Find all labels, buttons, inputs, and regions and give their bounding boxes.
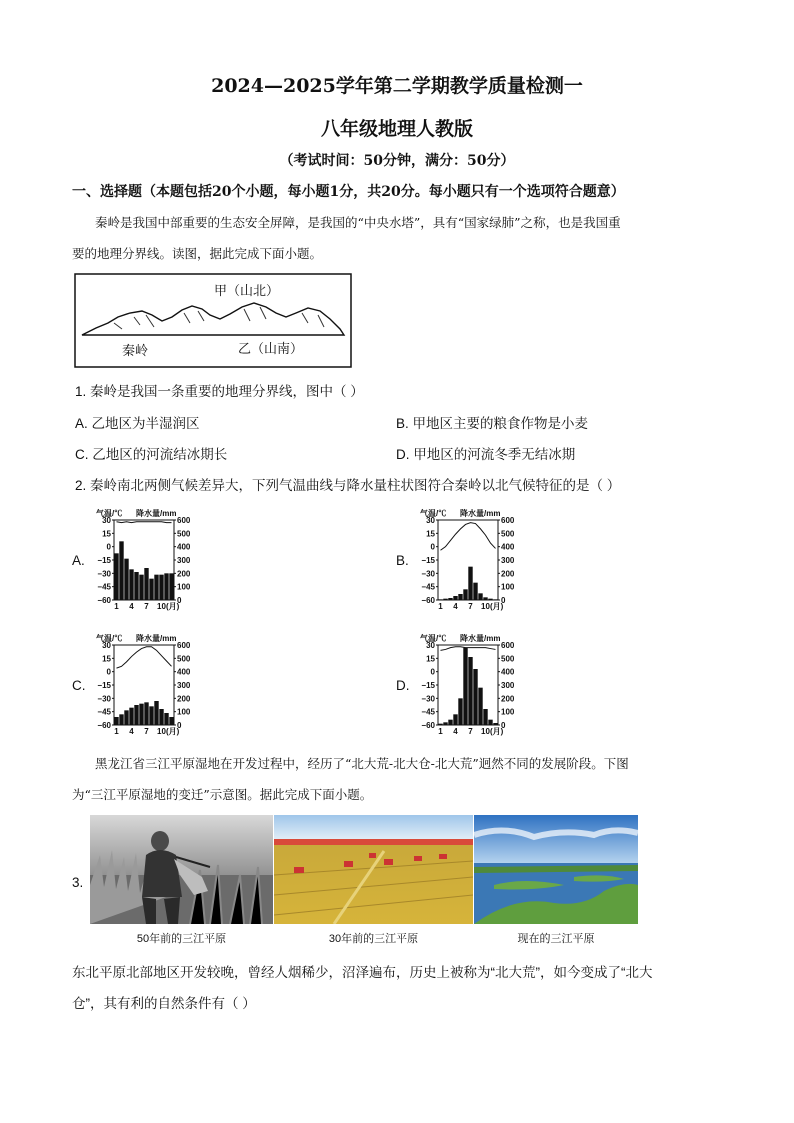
q1-option-b[interactable]: B. 甲地区主要的粮食作物是小麦: [396, 416, 589, 431]
caption-30-years: 30年前的三江平原: [328, 933, 419, 945]
precip-bar: [129, 708, 133, 725]
climate-chart-c[interactable]: [92, 633, 204, 741]
exam-info: （考试时间：50分钟，满分：50分）: [279, 153, 515, 169]
temp-axis-title: 气温/℃: [420, 509, 447, 518]
precip-bar: [488, 720, 492, 725]
precip-tick-label: 0: [501, 596, 506, 605]
precip-tick-label: 500: [177, 529, 191, 539]
climate-chart-svg: [92, 508, 204, 612]
month-unit-label: (月): [166, 727, 180, 736]
temp-tick-label: 30: [102, 641, 111, 650]
precip-tick-label: 0: [177, 721, 182, 730]
qinling-figure: [74, 273, 352, 368]
passage1-line2: 要的地理分界线。读图，据此完成下面小题。: [72, 246, 323, 261]
precip-bar: [473, 669, 477, 725]
q3-stem-line1: 东北平原北部地区开发较晚，曾经人烟稀少，沼泽遍布，历史上被称为“北大荒”，如今变成了“北大: [72, 965, 653, 980]
month-tick-label: 4: [453, 602, 458, 611]
precip-tick-label: 600: [501, 516, 515, 525]
temp-tick-label: 0: [106, 667, 111, 677]
plot-frame: [438, 520, 498, 600]
climate-chart-svg: [416, 633, 528, 737]
temp-tick-label: 0: [430, 542, 435, 552]
precip-axis-title: 降水量/mm: [136, 634, 177, 643]
precip-bar: [463, 648, 467, 725]
precip-bar: [124, 710, 128, 725]
precip-bar: [473, 583, 477, 600]
precip-tick-label: 500: [177, 654, 191, 664]
precip-axis-title: 降水量/mm: [460, 509, 501, 518]
month-tick-label: 10: [157, 602, 166, 611]
month-tick-label: 1: [438, 602, 443, 611]
precip-bar: [493, 723, 497, 725]
precip-bar: [169, 717, 173, 725]
precip-bar: [129, 569, 133, 600]
precip-tick-label: 400: [501, 542, 515, 552]
label-qinling: 秦岭: [122, 343, 149, 358]
precip-bar: [463, 589, 467, 600]
precip-bar: [458, 698, 462, 725]
precip-tick-label: 400: [177, 667, 191, 677]
q2-option-a-label[interactable]: A.: [72, 553, 85, 568]
precip-bar: [468, 657, 472, 725]
temp-curve: [117, 522, 172, 523]
precip-bar: [453, 596, 457, 600]
month-tick-label: 10: [481, 602, 490, 611]
precip-bar: [448, 598, 452, 600]
page-subtitle: 八年级地理人教版: [320, 118, 473, 140]
passage1-line1: 秦岭是我国中部重要的生态安全屏障，是我国的“中央水塔”，具有“国家绿肺”之称，也是我国重: [95, 215, 621, 230]
month-tick-label: 7: [468, 727, 473, 736]
label-jia: 甲（山北）: [214, 283, 280, 298]
precip-bar: [149, 579, 153, 600]
precip-tick-label: 300: [501, 681, 515, 690]
precip-bar: [468, 567, 472, 600]
temp-tick-label: −30: [421, 569, 435, 579]
q1-option-d[interactable]: D. 甲地区的河流冬季无结冰期: [396, 447, 576, 462]
month-tick-label: 10: [481, 727, 490, 736]
precip-bar: [483, 709, 487, 725]
precip-bar: [458, 594, 462, 600]
precip-bar: [453, 714, 457, 725]
caption-50-years: 50年前的三江平原: [136, 933, 227, 945]
precip-bar: [159, 575, 163, 600]
month-tick-label: 10: [157, 727, 166, 736]
temp-tick-label: −30: [421, 694, 435, 704]
precip-tick-label: 400: [177, 542, 191, 552]
temp-tick-label: 15: [426, 654, 435, 664]
temp-tick-label: −45: [97, 707, 111, 717]
precip-tick-label: 100: [501, 707, 515, 717]
temp-tick-label: 15: [426, 529, 435, 539]
q2-option-b-label[interactable]: B.: [396, 553, 409, 568]
precip-bar: [114, 717, 118, 725]
precip-bar: [119, 541, 123, 600]
q3-stem-line2: 仓”，其有利的自然条件有（ ）: [72, 996, 256, 1011]
precip-bar: [144, 568, 148, 600]
temp-curve: [441, 647, 496, 651]
precip-bar: [443, 722, 447, 725]
precip-bar: [159, 709, 163, 725]
month-tick-label: 7: [144, 602, 149, 611]
temp-tick-label: −60: [97, 721, 111, 730]
temp-tick-label: 0: [430, 667, 435, 677]
precip-bar: [493, 599, 497, 600]
precip-bar: [149, 706, 153, 725]
passage2-line1: 黑龙江省三江平原湿地在开发过程中，经历了“北大荒-北大仓-北大荒”迥然不同的发展阶段。下图: [95, 756, 629, 771]
precip-tick-label: 200: [501, 694, 515, 704]
precip-bar: [438, 599, 442, 600]
month-tick-label: 7: [144, 727, 149, 736]
month-tick-label: 1: [438, 727, 443, 736]
temp-tick-label: 30: [426, 641, 435, 650]
month-tick-label: 4: [129, 602, 134, 611]
temp-tick-label: 15: [102, 529, 111, 539]
precip-tick-label: 300: [177, 681, 191, 690]
precip-bar: [488, 599, 492, 600]
plot-frame: [438, 645, 498, 725]
month-unit-label: (月): [490, 602, 504, 611]
temp-tick-label: 15: [102, 654, 111, 664]
precip-tick-label: 400: [501, 667, 515, 677]
temp-tick-label: −30: [97, 569, 111, 579]
month-tick-label: 1: [114, 727, 119, 736]
precip-tick-label: 300: [501, 556, 515, 565]
page-title: 2024—2025学年第二学期教学质量检测一: [211, 75, 583, 97]
precip-tick-label: 500: [501, 654, 515, 664]
temp-axis-title: 气温/℃: [420, 634, 447, 643]
climate-chart-svg: [92, 633, 204, 737]
month-unit-label: (月): [166, 602, 180, 611]
section-heading: 一、选择题（本题包括20个小题，每小题1分，共20分。每小题只有一个选项符合题意）: [72, 184, 625, 200]
q1-option-c[interactable]: C. 乙地区的河流结冰期长: [75, 447, 228, 462]
temp-axis-title: 气温/℃: [96, 509, 123, 518]
precip-bar: [154, 701, 158, 725]
precip-tick-label: 600: [177, 641, 191, 650]
precip-bar: [144, 702, 148, 725]
caption-present: 现在的三江平原: [517, 933, 595, 945]
precip-tick-label: 600: [501, 641, 515, 650]
temp-curve: [117, 647, 172, 668]
precip-bar: [139, 704, 143, 725]
climate-chart-b[interactable]: [416, 508, 528, 616]
precip-bar: [134, 705, 138, 725]
temp-tick-label: −15: [97, 556, 111, 565]
month-tick-label: 1: [114, 602, 119, 611]
precip-bar: [169, 573, 173, 600]
temp-tick-label: 30: [102, 516, 111, 525]
precip-bar: [164, 713, 168, 725]
precip-tick-label: 600: [177, 516, 191, 525]
temp-tick-label: −15: [421, 681, 435, 690]
q1-option-a[interactable]: A. 乙地区为半湿润区: [75, 416, 200, 431]
climate-chart-a[interactable]: [92, 508, 204, 616]
precip-tick-label: 200: [501, 569, 515, 579]
precip-tick-label: 300: [177, 556, 191, 565]
temp-tick-label: −45: [97, 582, 111, 592]
climate-chart-d[interactable]: [416, 633, 528, 741]
temp-tick-label: −45: [421, 707, 435, 717]
precip-tick-label: 500: [501, 529, 515, 539]
photo-50-years-ago: [90, 815, 273, 924]
precip-bar: [478, 688, 482, 725]
photo-30-years-ago: [274, 815, 473, 924]
precip-tick-label: 0: [501, 721, 506, 730]
temp-tick-label: −30: [97, 694, 111, 704]
month-unit-label: (月): [490, 727, 504, 736]
precip-bar: [154, 575, 158, 600]
temp-axis-title: 气温/℃: [96, 634, 123, 643]
precip-bar: [139, 575, 143, 600]
q1-stem: 1. 秦岭是我国一条重要的地理分界线，图中（ ）: [75, 384, 364, 399]
temp-tick-label: −60: [421, 596, 435, 605]
precip-axis-title: 降水量/mm: [460, 634, 501, 643]
precip-tick-label: 100: [501, 582, 515, 592]
temp-tick-label: 0: [106, 542, 111, 552]
precip-axis-title: 降水量/mm: [136, 509, 177, 518]
month-tick-label: 4: [129, 727, 134, 736]
temp-tick-label: −60: [421, 721, 435, 730]
passage2-line2: 为“三江平原湿地的变迁”示意图。据此完成下面小题。: [72, 787, 373, 802]
precip-bar: [448, 720, 452, 725]
q2-option-d-label[interactable]: D.: [396, 678, 410, 693]
month-tick-label: 7: [468, 602, 473, 611]
temp-tick-label: −60: [97, 596, 111, 605]
precip-tick-label: 200: [177, 569, 191, 579]
precip-bar: [483, 597, 487, 600]
precip-tick-label: 0: [177, 596, 182, 605]
q3-number: 3.: [72, 875, 84, 890]
precip-bar: [164, 573, 168, 600]
photo-present: [474, 815, 638, 924]
precip-tick-label: 200: [177, 694, 191, 704]
precip-bar: [438, 724, 442, 725]
temp-curve: [441, 523, 496, 551]
climate-chart-svg: [416, 508, 528, 612]
temp-tick-label: 30: [426, 516, 435, 525]
precip-bar: [134, 572, 138, 600]
precip-bar: [119, 714, 123, 725]
temp-tick-label: −15: [97, 681, 111, 690]
temp-tick-label: −15: [421, 556, 435, 565]
precip-bar: [443, 599, 447, 600]
q2-option-c-label[interactable]: C.: [72, 678, 86, 693]
precip-bar: [124, 559, 128, 600]
precip-bar: [114, 553, 118, 600]
precip-tick-label: 100: [177, 582, 191, 592]
label-yi: 乙（山南）: [238, 341, 304, 356]
precip-tick-label: 100: [177, 707, 191, 717]
precip-bar: [478, 593, 482, 600]
month-tick-label: 4: [453, 727, 458, 736]
q2-stem: 2. 秦岭南北两侧气候差异大，下列气温曲线与降水量柱状图符合秦岭以北气候特征的是（ ）: [75, 478, 621, 493]
temp-tick-label: −45: [421, 582, 435, 592]
qinling-diagram: [74, 273, 352, 368]
